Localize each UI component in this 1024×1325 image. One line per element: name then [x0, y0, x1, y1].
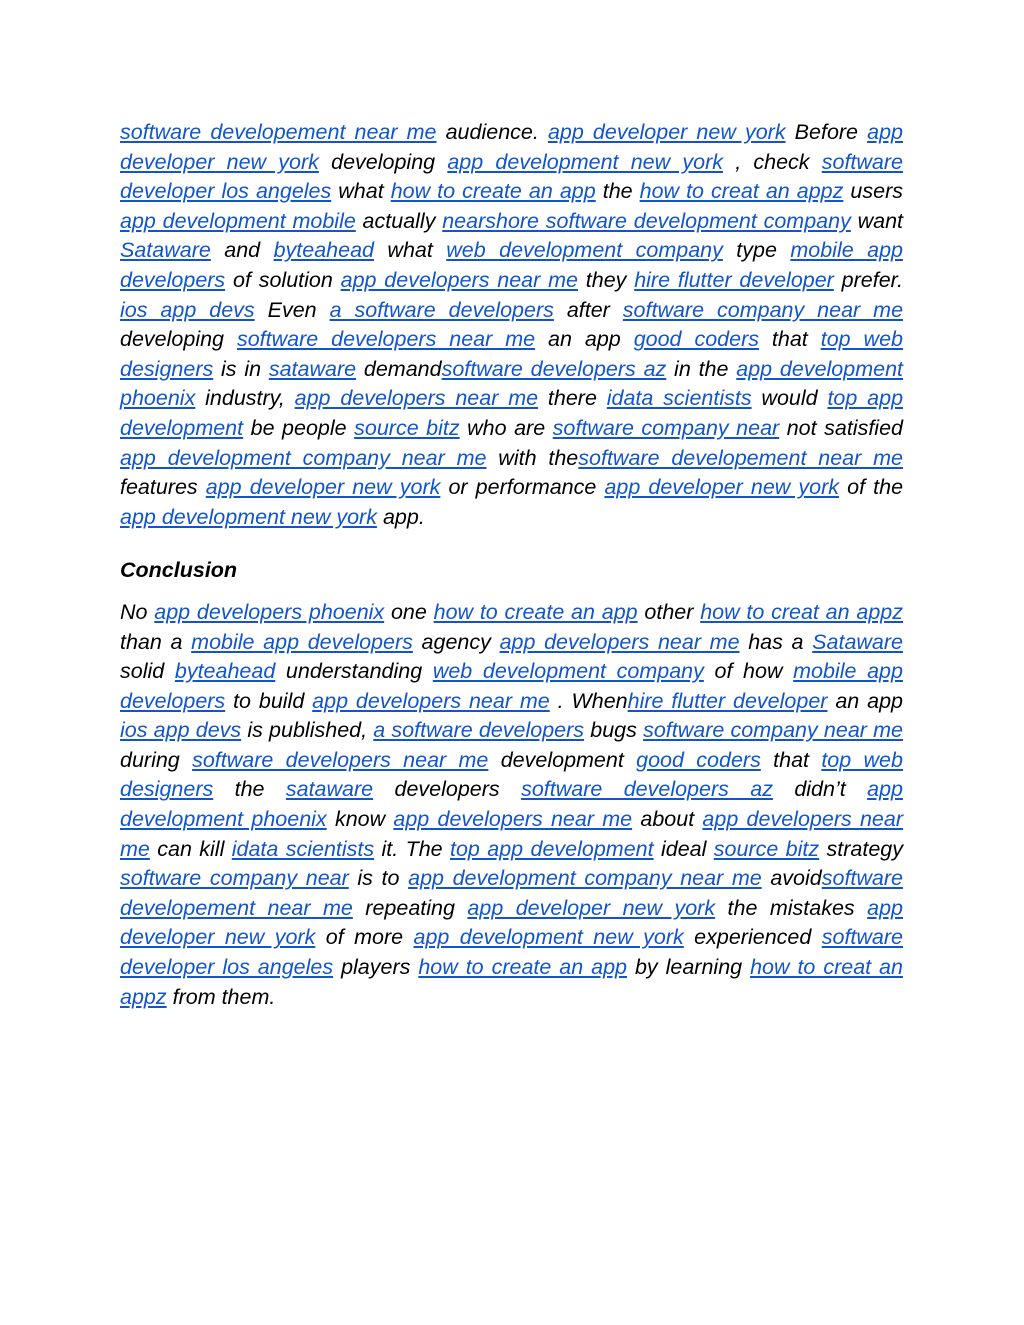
hyperlink[interactable]: app developer new york	[547, 120, 786, 144]
body-text: by learning	[627, 955, 751, 980]
body-text: what	[331, 179, 391, 204]
body-text: solid	[120, 659, 175, 684]
body-text: understanding	[275, 659, 433, 684]
hyperlink[interactable]: nearshore software development company	[442, 208, 851, 233]
hyperlink[interactable]: hire flutter developer	[627, 688, 828, 713]
hyperlink[interactable]: app development company near me	[408, 866, 762, 891]
body-text: of solution	[225, 267, 341, 292]
hyperlink[interactable]: app developers near me	[312, 688, 550, 713]
body-text: other	[637, 599, 701, 624]
body-text: an app	[535, 327, 634, 352]
hyperlink[interactable]: app developers near me	[499, 629, 740, 654]
body-text: developers	[373, 777, 522, 802]
hyperlink[interactable]: software developers near me	[236, 327, 536, 352]
hyperlink[interactable]: Sataware	[812, 629, 904, 654]
body-text: that	[758, 327, 821, 352]
body-text: didn’t	[772, 777, 868, 802]
hyperlink[interactable]: web development company	[446, 238, 723, 263]
body-text: agency	[412, 629, 500, 654]
hyperlink[interactable]: app developers near me	[120, 807, 904, 861]
hyperlink[interactable]: app developers near me	[294, 386, 539, 411]
body-text: is in	[213, 356, 269, 381]
hyperlink[interactable]: Sataware	[120, 238, 211, 263]
body-text: audience.	[436, 120, 548, 144]
hyperlink[interactable]: app development phoenix	[120, 777, 903, 832]
body-text: bugs	[584, 718, 644, 743]
hyperlink[interactable]: software developer los angeles	[120, 925, 903, 980]
body-text: of the	[839, 475, 904, 500]
hyperlink[interactable]: software developement near me	[120, 120, 437, 144]
body-text: there	[538, 386, 607, 411]
hyperlink[interactable]: app developer new york	[120, 120, 903, 174]
body-text: ideal	[653, 836, 714, 861]
hyperlink[interactable]: app developers near me	[340, 267, 578, 292]
body-text: avoid	[761, 866, 822, 891]
hyperlink[interactable]: good coders	[636, 747, 761, 772]
body-paragraph-1	[120, 118, 903, 532]
body-text: developing	[120, 327, 237, 352]
body-text: it. The	[374, 836, 450, 861]
body-paragraph-2	[120, 598, 903, 1012]
body-text: players	[333, 955, 419, 980]
hyperlink[interactable]: ios app devs	[120, 718, 242, 743]
hyperlink[interactable]: app development new york	[413, 925, 684, 950]
body-text: about	[632, 807, 703, 832]
hyperlink[interactable]: software company near	[552, 415, 780, 440]
body-text: want	[850, 208, 903, 233]
hyperlink[interactable]: mobile app developers	[120, 659, 903, 713]
body-text: in the	[666, 356, 737, 381]
body-text: with the	[486, 445, 579, 470]
body-text: industry,	[195, 386, 295, 411]
body-text: actually	[355, 208, 443, 233]
body-text: the mistakes	[715, 895, 868, 920]
hyperlink[interactable]: app developer new york	[467, 895, 716, 920]
hyperlink[interactable]: software developement near me	[578, 445, 903, 470]
hyperlink[interactable]: app development company near me	[120, 445, 487, 470]
hyperlink[interactable]: software company near me	[622, 297, 904, 322]
body-text: an app	[827, 688, 903, 713]
hyperlink[interactable]: a software developers	[329, 297, 554, 322]
hyperlink[interactable]: good coders	[633, 327, 759, 352]
hyperlink[interactable]: software developers near me	[192, 747, 489, 772]
hyperlink[interactable]: source bitz	[713, 836, 820, 861]
section-heading-conclusion: Conclusion	[120, 558, 238, 583]
hyperlink[interactable]: how to creat an appz	[639, 179, 844, 204]
body-text: the	[595, 179, 640, 204]
hyperlink[interactable]: sataware	[268, 356, 357, 381]
body-text: know	[326, 807, 394, 832]
hyperlink[interactable]: app developer new york	[205, 475, 441, 500]
body-text: during	[120, 747, 193, 772]
hyperlink[interactable]: how to create an app	[390, 179, 596, 204]
body-text: what	[374, 238, 447, 263]
hyperlink[interactable]: ios app devs	[120, 297, 255, 322]
body-text: from them.	[166, 984, 276, 1009]
hyperlink[interactable]: app development new york	[447, 149, 723, 174]
hyperlink[interactable]: app developer new york	[604, 475, 840, 500]
hyperlink[interactable]: software developer los angeles	[120, 149, 904, 204]
body-text: prefer.	[833, 267, 903, 292]
hyperlink[interactable]: how to creat an appz	[700, 599, 903, 624]
body-text: of how	[703, 659, 794, 684]
hyperlink[interactable]: mobile app developers	[191, 629, 413, 654]
body-text: is to	[348, 866, 409, 891]
hyperlink[interactable]: app development new york	[120, 504, 377, 529]
hyperlink[interactable]: source bitz	[354, 415, 460, 440]
body-text: and	[210, 238, 274, 263]
body-text: app.	[376, 504, 425, 529]
hyperlink[interactable]: byteahead	[174, 659, 276, 684]
body-text: they	[577, 267, 635, 292]
hyperlink[interactable]: how to create an app	[433, 599, 638, 624]
body-text: No	[120, 599, 155, 624]
document-page	[120, 118, 903, 1012]
body-text: is published,	[241, 718, 374, 743]
body-text: developing	[318, 149, 448, 174]
hyperlink[interactable]: idata scientists	[606, 386, 752, 411]
hyperlink[interactable]: app developer new york	[120, 895, 904, 950]
body-text: can kill	[149, 836, 232, 861]
hyperlink[interactable]: idata scientists	[231, 836, 375, 861]
hyperlink[interactable]: software company near	[120, 866, 349, 891]
body-text: be people	[243, 415, 355, 440]
hyperlink[interactable]: hire flutter developer	[634, 267, 834, 292]
hyperlink[interactable]: top web designers	[120, 747, 903, 802]
hyperlink[interactable]: software company near me	[643, 718, 904, 743]
body-text: would	[751, 386, 828, 411]
hyperlink[interactable]: top app development	[120, 386, 904, 440]
hyperlink[interactable]: top app development	[450, 836, 654, 861]
body-text: type	[722, 238, 791, 263]
body-text: than a	[120, 629, 192, 654]
hyperlink[interactable]: mobile app developers	[120, 238, 903, 292]
body-text: , check	[722, 149, 822, 174]
body-text: users	[843, 179, 903, 204]
body-text: Before	[785, 120, 868, 144]
body-text: after	[553, 297, 623, 322]
body-text: or performance	[440, 475, 605, 500]
body-text: repeating	[352, 895, 468, 920]
body-text: development	[488, 747, 637, 772]
hyperlink[interactable]: top web designers	[120, 327, 903, 381]
hyperlink[interactable]: app development phoenix	[120, 356, 904, 411]
body-text: features	[120, 475, 206, 500]
hyperlink[interactable]: software developement near me	[120, 866, 904, 920]
body-text: has a	[739, 629, 813, 654]
body-text: not satisfied	[779, 415, 903, 440]
hyperlink[interactable]: how to creat an appz	[120, 955, 903, 1009]
body-text: . When	[549, 688, 628, 713]
body-text: one	[384, 599, 434, 624]
body-text: demand	[356, 356, 442, 381]
hyperlink[interactable]: software developers az	[441, 356, 667, 381]
body-text: that	[760, 747, 822, 772]
hyperlink[interactable]: app developers phoenix	[154, 599, 385, 624]
body-text: Even	[254, 297, 330, 322]
hyperlink[interactable]: web development company	[432, 659, 704, 684]
hyperlink[interactable]: software developers az	[521, 777, 773, 802]
hyperlink[interactable]: sataware	[285, 777, 374, 802]
hyperlink[interactable]: app developers near me	[393, 807, 633, 832]
hyperlink[interactable]: app development mobile	[120, 208, 356, 233]
hyperlink[interactable]: a software developers	[373, 718, 585, 743]
body-text: experienced	[683, 925, 822, 950]
body-text: who are	[459, 415, 553, 440]
body-text: to build	[225, 688, 313, 713]
body-text: the	[213, 777, 286, 802]
body-text: strategy	[819, 836, 903, 861]
hyperlink[interactable]: how to create an app	[418, 955, 628, 980]
hyperlink[interactable]: byteahead	[273, 238, 374, 263]
body-text: of more	[315, 925, 414, 950]
